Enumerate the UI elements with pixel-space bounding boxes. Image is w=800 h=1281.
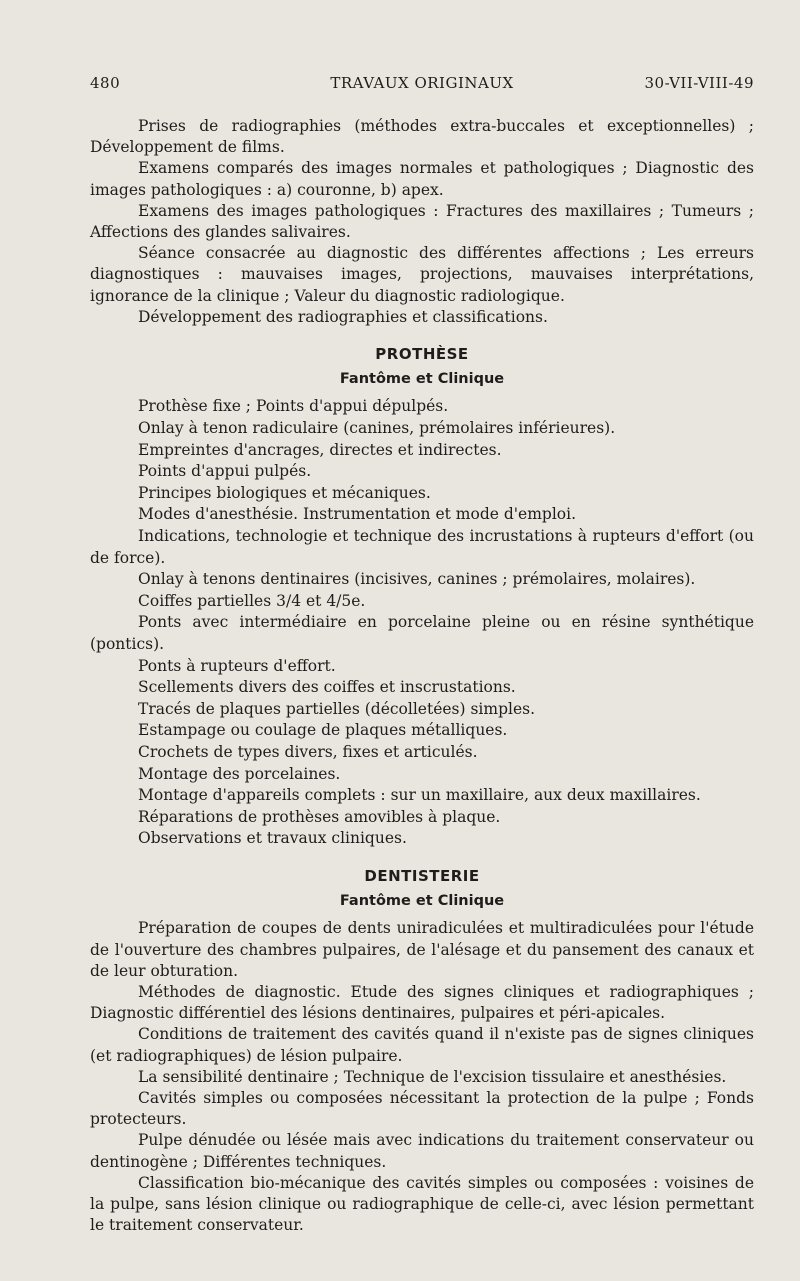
list-item: Modes d'anesthésie. Instrumentation et mode d'emploi.: [138, 505, 576, 524]
paragraph: La sensibilité dentinaire ; Technique de l'excision tissulaire et anesthésies.: [138, 1067, 727, 1086]
list-item: Ponts avec intermédiaire en porcelaine pleine ou en résine synthétique (pontics).: [90, 613, 754, 653]
list-item: Réparations de prothèses amovibles à plaque.: [138, 807, 501, 826]
dentisterie-section: [90, 866, 754, 1236]
list-item: Onlay à tenon radiculaire (canines, prémolaires inférieures).: [138, 419, 616, 438]
list-item: Empreintes d'ancrages, directes et indirectes.: [138, 440, 502, 459]
list-item: Scellements divers des coiffes et inscrustations.: [138, 678, 516, 697]
list-item: Montage d'appareils complets : sur un maxillaire, aux deux maxillaires.: [138, 786, 701, 805]
section-title: DENTISTERIE: [364, 866, 480, 885]
list-item: Ponts à rupteurs d'effort.: [138, 656, 336, 675]
paragraph: Pulpe dénudée ou lésée mais avec indications du traitement conservateur ou dentinogène ; Différentes techniques.: [90, 1131, 754, 1171]
running-title: TRAVAUX ORIGINAUX: [330, 74, 514, 92]
intro-paragraph: Prises de radiographies (méthodes extra-buccales et exceptionnelles) ; Développement de films.: [90, 117, 754, 157]
intro-section: [90, 116, 754, 328]
list-item: Tracés de plaques partielles (décolletées) simples.: [138, 699, 536, 718]
list-item: Estampage ou coulage de plaques métalliques.: [138, 721, 508, 740]
intro-paragraph: Développement des radiographies et classifications.: [138, 307, 548, 326]
list-item: Coiffes partielles 3/4 et 4/5e.: [138, 591, 366, 610]
prothese-section: [90, 344, 754, 850]
intro-paragraph: Examens des images pathologiques : Fractures des maxillaires ; Tumeurs ; Affections des glandes salivaires.: [90, 201, 754, 242]
list-item: Indications, technologie et technique des incrustations à rupteurs d'effort (ou de force).: [90, 527, 754, 567]
page-number: 480: [90, 74, 121, 92]
list-item: Prothèse fixe ; Points d'appui dépulpés.: [138, 397, 449, 416]
paragraph: Méthodes de diagnostic. Etude des signes cliniques et radiographiques ; Diagnostic différentiel des lésions dentinaires, pulpaires et péri-apicales.: [90, 982, 754, 1023]
list-item: Observations et travaux cliniques.: [138, 829, 407, 848]
page-body: [90, 116, 754, 1236]
intro-paragraph: Examens comparés des images normales et pathologiques ; Diagnostic des images pathologiques : a) couronne, b) apex.: [90, 159, 754, 199]
list-item: Points d'appui pulpés.: [138, 462, 312, 481]
section-subtitle: Fantôme et Clinique: [339, 371, 505, 388]
intro-paragraph: Séance consacrée au diagnostic des différentes affections ; Les erreurs diagnostiques : mauvaises images, projections, mauvaises interprétations, ignorance de la clinique ; Valeur du diagnostic radiologique.: [90, 244, 754, 305]
list-item: Crochets de types divers, fixes et articulés.: [138, 742, 478, 761]
section-title: PROTHÈSE: [375, 345, 469, 364]
prothese-list: [90, 396, 754, 849]
paragraph: Préparation de coupes de dents uniradiculées et multiradiculées pour l'étude de l'ouverture des chambres pulpaires, de l'alésage et du pansement des canaux et de leur obturation.: [90, 919, 754, 980]
paragraph: Cavités simples ou composées nécessitant la protection de la pulpe ; Fonds protecteurs.: [90, 1088, 754, 1129]
paragraph: Classification bio-mécanique des cavités simples ou composées : voisines de la pulpe, sans lésion clinique ou radiographique de celle-ci, avec lésion permettant le traitement conservateur.: [90, 1173, 754, 1235]
issue-date: 30-VII-VIII-49: [644, 74, 754, 92]
page-header: [90, 74, 754, 100]
section-subtitle: Fantôme et Clinique: [339, 893, 505, 910]
list-item: Principes biologiques et mécaniques.: [138, 483, 431, 502]
paragraph: Conditions de traitement des cavités quand il n'existe pas de signes cliniques (et radiographiques) de lésion pulpaire.: [90, 1025, 754, 1065]
list-item: Onlay à tenons dentinaires (incisives, canines ; prémolaires, molaires).: [138, 570, 696, 589]
list-item: Montage des porcelaines.: [138, 764, 341, 783]
